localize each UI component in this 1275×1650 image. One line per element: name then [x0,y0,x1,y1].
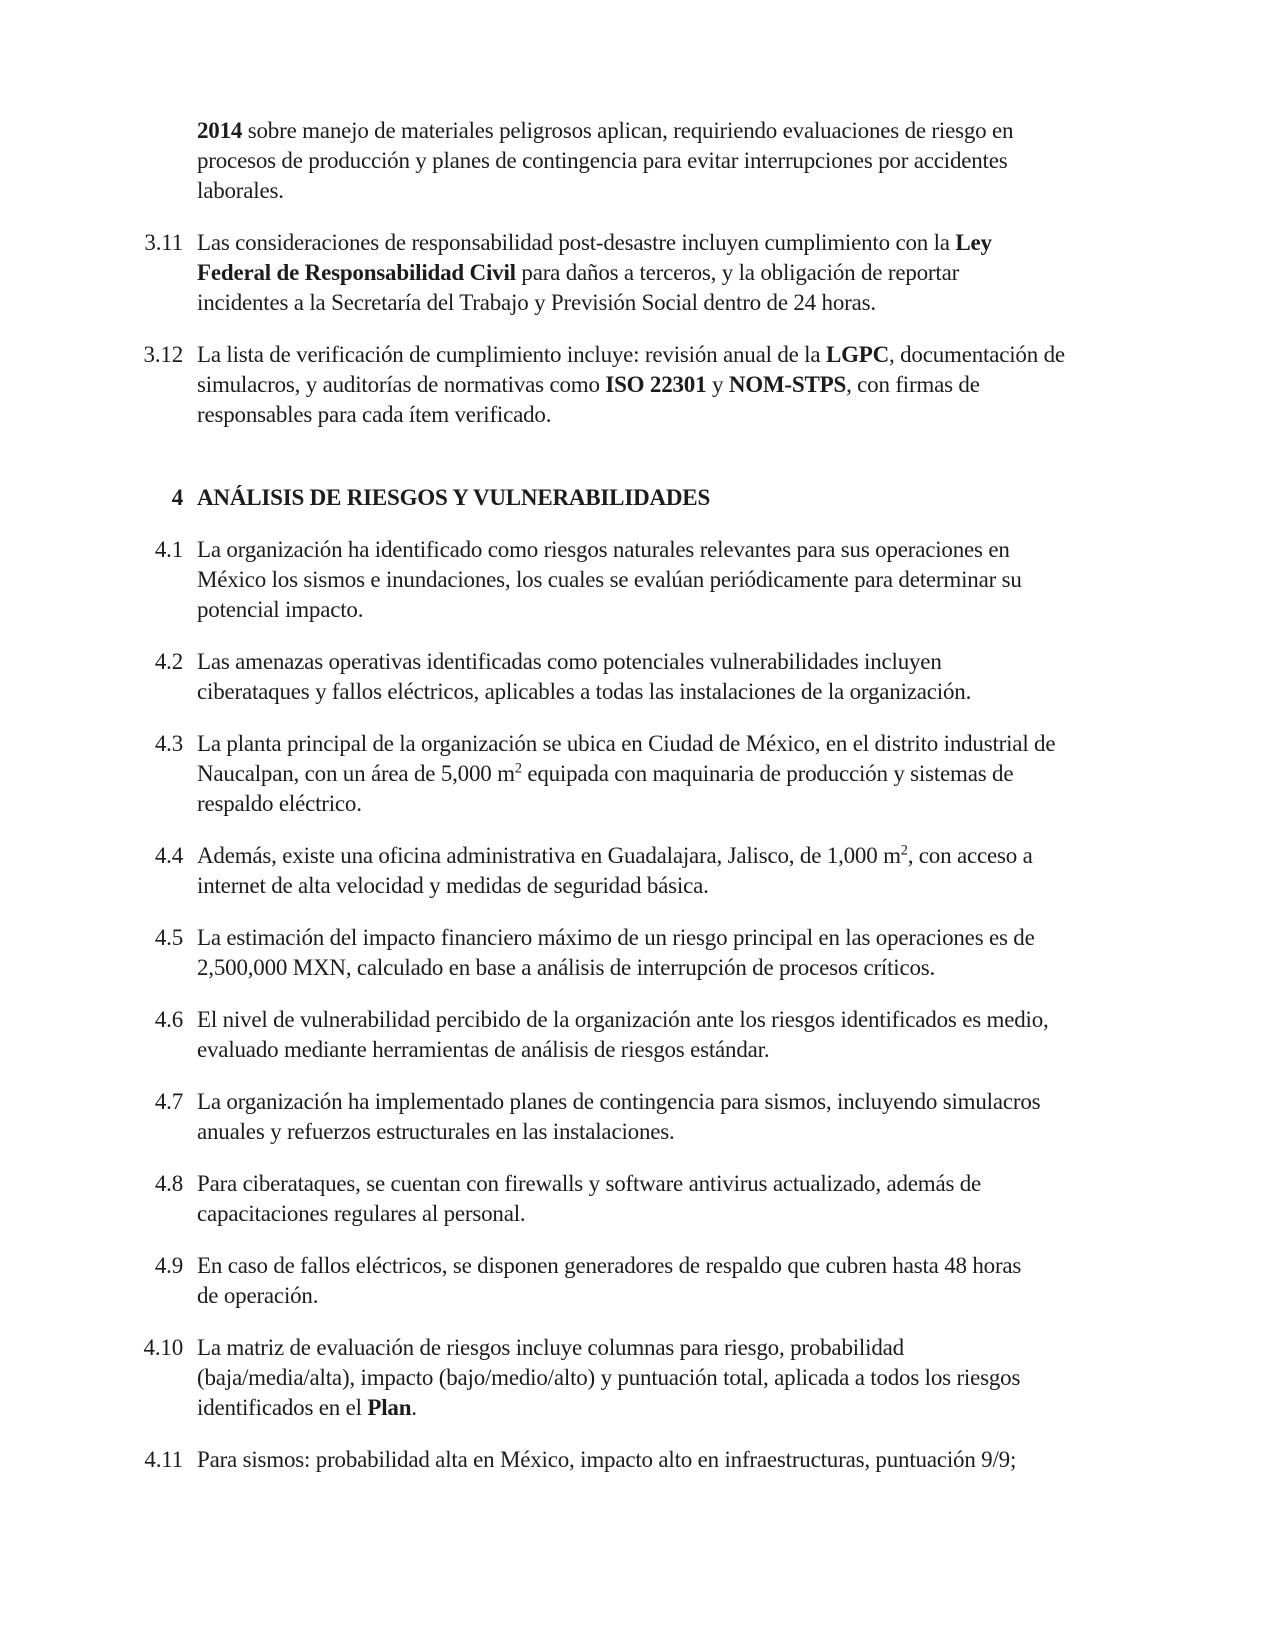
item-text: Para sismos: probabilidad alta en México, impacto alto en infraestructuras, puntuación 9/9; [197,1447,1017,1472]
item-number: 4.6 [154,1007,183,1032]
item-number: 4.3 [154,731,183,756]
item-text: Las consideraciones de responsabilidad post-desastre incluyen cumplimiento con la Ley Federal de Responsabilidad Civil para daños a terceros, y la obligación de reportar incidentes a la Secretaría del Trabajo y Previsión Social dentro de 24 horas. [197,230,992,315]
list-item [0,923,1275,983]
list-item [0,729,1275,819]
item-number: 4.8 [154,1171,183,1196]
heading-text: ANÁLISIS DE RIESGOS Y VULNERABILIDADES [197,485,711,510]
item-number: 4.5 [154,925,183,950]
item-number: 3.12 [143,342,183,367]
item-number: 3.11 [144,230,183,255]
item-number: 4.9 [154,1253,183,1278]
list-item [0,1169,1275,1229]
item-number: 4.2 [154,649,183,674]
list-item [0,1251,1275,1311]
item-text: En caso de fallos eléctricos, se disponen generadores de respaldo que cubren hasta 48 horas de operación. [197,1253,1022,1308]
item-text: La organización ha implementado planes de contingencia para sismos, incluyendo simulacros anuales y refuerzos estructurales en las instalaciones. [197,1089,1041,1144]
item-number: 4.4 [154,843,183,868]
item-number: 4.1 [154,537,183,562]
list-item [0,647,1275,707]
list-item [0,1445,1275,1475]
item-number: 4 [171,485,183,510]
item-text: La planta principal de la organización se ubica en Ciudad de México, en el distrito industrial de Naucalpan, con un área de 5,000 $m^2$ equipada con maquinaria de producción y sistemas de respaldo eléctrico. [197,731,1056,816]
item-text: La lista de verificación de cumplimiento incluye: revisión anual de la LGPC, documentación de simulacros, y auditorías de normativas como ISO 22301 y NOM-STPS, con firmas de responsables para cada ítem verificado. [197,342,1065,427]
section-heading [0,483,1275,513]
item-number: 4.10 [143,1335,183,1360]
list-item [0,340,1275,430]
list-item [0,228,1275,318]
item-number: 4.7 [154,1089,183,1114]
item-text: La matriz de evaluación de riesgos incluye columnas para riesgo, probabilidad (baja/media/alta), impacto (bajo/medio/alto) y puntuación total, aplicada a todos los riesgos identificados en el Plan. [197,1335,1021,1420]
list-item [0,1333,1275,1423]
list-item [0,841,1275,901]
item-text: La organización ha identificado como riesgos naturales relevantes para sus operaciones en México los sismos e inundaciones, los cuales se evalúan periódicamente para determinar su potencial impacto. [197,537,1022,622]
item-text: El nivel de vulnerabilidad percibido de la organización ante los riesgos identificados es medio, evaluado mediante herramientas de análisis de riesgos estándar. [197,1007,1049,1062]
list-item [0,116,1275,206]
item-text: La estimación del impacto financiero máximo de un riesgo principal en las operaciones es de 2,500,000 MXN, calculado en base a análisis de interrupción de procesos críticos. [197,925,1035,980]
list-item [0,535,1275,625]
item-text: Además, existe una oficina administrativa en Guadalajara, Jalisco, de 1,000 $m^2$, con acceso a internet de alta velocidad y medidas de seguridad básica. [197,842,1033,898]
document-body [0,116,1275,1497]
item-number: 4.11 [144,1447,183,1472]
item-text: 2014 sobre manejo de materiales peligrosos aplican, requiriendo evaluaciones de riesgo en procesos de producción y planes de contingencia para evitar interrupciones por accidentes laborales. [197,118,1014,203]
list-item [0,1005,1275,1065]
item-text: Para ciberataques, se cuentan con firewalls y software antivirus actualizado, además de capacitaciones regulares al personal. [197,1171,982,1226]
item-text: Las amenazas operativas identificadas como potenciales vulnerabilidades incluyen ciberataques y fallos eléctricos, aplicables a todas las instalaciones de la organización. [197,649,972,704]
list-item [0,1087,1275,1147]
